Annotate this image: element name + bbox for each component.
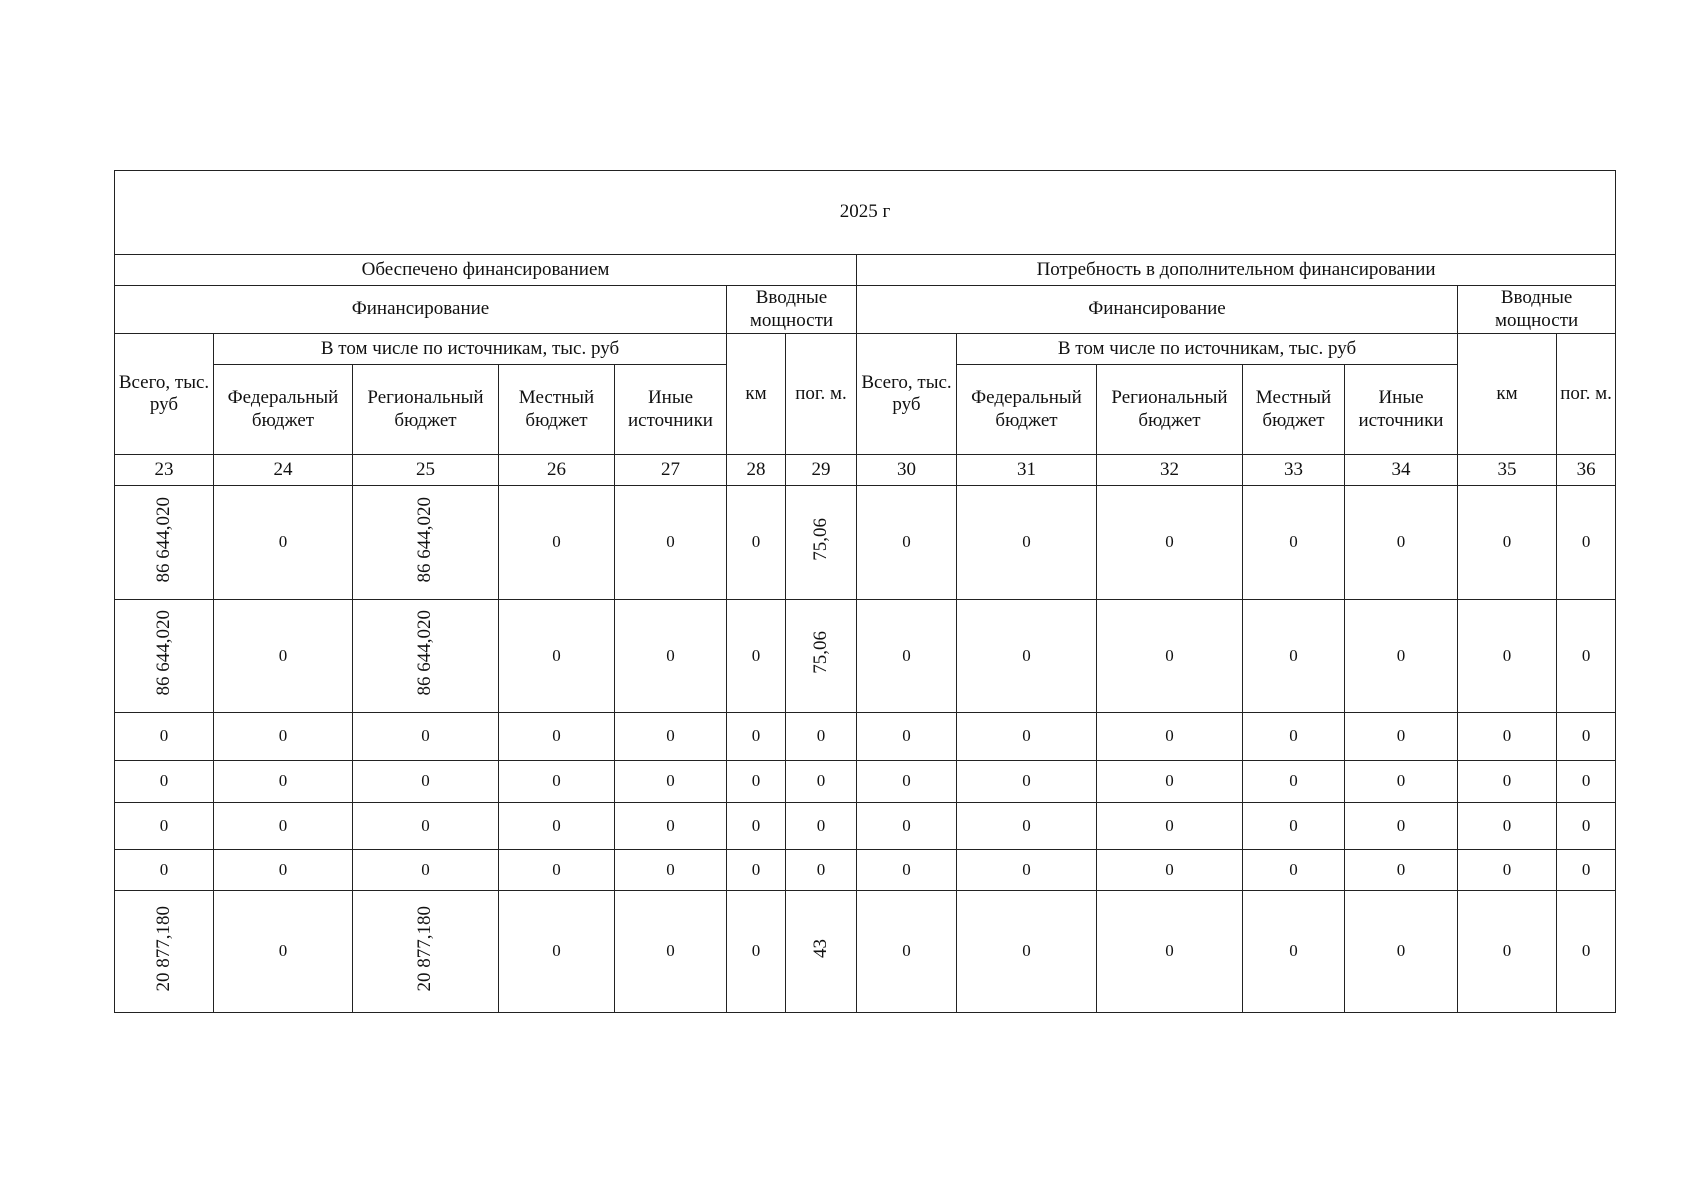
cell-value: 86 644,020 bbox=[152, 496, 174, 583]
cell-value: 0 bbox=[1165, 726, 1174, 746]
cell-value: 0 bbox=[552, 645, 561, 665]
financing-table bbox=[114, 170, 1616, 1013]
column-number: 28 bbox=[727, 455, 786, 486]
cell-value: 0 bbox=[1165, 645, 1174, 665]
cell-value: 0 bbox=[1396, 532, 1406, 552]
cell-value: 0 bbox=[1396, 645, 1406, 665]
table-cell bbox=[1097, 486, 1243, 600]
cell-value: 0 bbox=[552, 815, 561, 835]
cell-value: 0 bbox=[666, 859, 675, 879]
year-row bbox=[115, 171, 1616, 255]
cell-value: 0 bbox=[1289, 532, 1298, 552]
cell-value: 0 bbox=[1502, 859, 1512, 879]
cell-value: 0 bbox=[902, 726, 911, 746]
table-cell bbox=[1097, 761, 1243, 803]
table-cell bbox=[786, 761, 857, 803]
column-number: 24 bbox=[214, 455, 353, 486]
table-row bbox=[115, 803, 1616, 850]
column-number: 30 bbox=[857, 455, 957, 486]
column-number: 34 bbox=[1345, 455, 1458, 486]
secured-capacity-header: Вводные мощности bbox=[727, 286, 857, 334]
table-row bbox=[115, 713, 1616, 761]
table-cell bbox=[353, 891, 499, 1013]
cell-value: 0 bbox=[1396, 859, 1406, 879]
table-cell bbox=[115, 803, 214, 850]
table-cell bbox=[214, 600, 353, 713]
table-cell bbox=[857, 803, 957, 850]
cell-value: 0 bbox=[278, 815, 288, 835]
table-row bbox=[115, 761, 1616, 803]
table-cell bbox=[1345, 850, 1458, 891]
table-row bbox=[115, 600, 1616, 713]
needs-km-header: км bbox=[1458, 334, 1557, 455]
secured-pogm-header: пог. м. bbox=[786, 334, 857, 455]
cell-value: 0 bbox=[902, 815, 911, 835]
cell-value: 0 bbox=[1581, 941, 1591, 961]
section-secured: Обеспечено финансированием bbox=[115, 255, 857, 286]
cell-value: 0 bbox=[1502, 815, 1512, 835]
table-cell bbox=[1458, 713, 1557, 761]
table-row bbox=[115, 486, 1616, 600]
table-cell bbox=[214, 713, 353, 761]
section-needs: Потребность в дополнительном финансировании bbox=[857, 255, 1616, 286]
cell-value: 0 bbox=[1502, 726, 1512, 746]
table-cell bbox=[499, 600, 615, 713]
table-cell bbox=[1097, 713, 1243, 761]
cell-value: 0 bbox=[1502, 771, 1512, 791]
table-cell bbox=[1243, 891, 1345, 1013]
table-cell bbox=[1557, 486, 1616, 600]
column-number: 23 bbox=[115, 455, 214, 486]
table-cell bbox=[115, 850, 214, 891]
table-cell bbox=[499, 486, 615, 600]
cell-value: 0 bbox=[552, 532, 561, 552]
table-cell bbox=[1243, 803, 1345, 850]
cell-value: 0 bbox=[278, 532, 288, 552]
cell-value: 20 877,180 bbox=[414, 905, 436, 992]
column-number-row bbox=[115, 455, 1616, 486]
cell-value: 0 bbox=[666, 726, 675, 746]
secured-regional-header: Региональный бюджет bbox=[353, 365, 499, 455]
column-number: 29 bbox=[786, 455, 857, 486]
table-cell bbox=[353, 713, 499, 761]
table-cell bbox=[1243, 713, 1345, 761]
needs-sources-header: В том числе по источникам, тыс. руб bbox=[957, 334, 1458, 365]
table-cell bbox=[499, 713, 615, 761]
table-cell bbox=[1458, 891, 1557, 1013]
cell-value: 0 bbox=[1165, 815, 1174, 835]
table-cell bbox=[499, 761, 615, 803]
table-cell bbox=[727, 486, 786, 600]
cell-value: 0 bbox=[1396, 771, 1406, 791]
cell-value: 0 bbox=[902, 645, 911, 665]
table-cell bbox=[1345, 713, 1458, 761]
cell-value: 0 bbox=[278, 941, 288, 961]
column-number: 31 bbox=[957, 455, 1097, 486]
needs-total-header: Всего, тыс. руб bbox=[857, 334, 957, 455]
cell-value: 0 bbox=[1022, 859, 1031, 879]
table-cell bbox=[353, 486, 499, 600]
cell-value: 0 bbox=[421, 771, 430, 791]
secured-federal-header: Федеральный бюджет bbox=[214, 365, 353, 455]
table-cell bbox=[214, 850, 353, 891]
cell-value: 0 bbox=[816, 859, 826, 879]
table-cell bbox=[786, 713, 857, 761]
needs-capacity-header: Вводные мощности bbox=[1458, 286, 1616, 334]
cell-value: 0 bbox=[159, 771, 169, 791]
cell-value: 0 bbox=[1502, 941, 1512, 961]
table-cell bbox=[786, 891, 857, 1013]
cell-value: 0 bbox=[751, 726, 761, 746]
sources-row bbox=[115, 334, 1616, 365]
cell-value: 0 bbox=[666, 771, 675, 791]
table-cell bbox=[786, 803, 857, 850]
cell-value: 0 bbox=[1289, 859, 1298, 879]
table-row bbox=[115, 850, 1616, 891]
table-cell bbox=[786, 486, 857, 600]
table-cell bbox=[957, 486, 1097, 600]
cell-value: 0 bbox=[1396, 815, 1406, 835]
cell-value: 0 bbox=[552, 941, 561, 961]
cell-value: 0 bbox=[1165, 532, 1174, 552]
table-cell bbox=[727, 850, 786, 891]
secured-other-header: Иные источники bbox=[615, 365, 727, 455]
cell-value: 0 bbox=[1022, 645, 1031, 665]
column-number: 35 bbox=[1458, 455, 1557, 486]
table-cell bbox=[615, 891, 727, 1013]
table-cell bbox=[115, 761, 214, 803]
secured-local-header: Местный бюджет bbox=[499, 365, 615, 455]
needs-other-header: Иные источники bbox=[1345, 365, 1458, 455]
column-number: 26 bbox=[499, 455, 615, 486]
cell-value: 0 bbox=[902, 771, 911, 791]
table-cell bbox=[1557, 891, 1616, 1013]
table-cell bbox=[1097, 850, 1243, 891]
table-cell bbox=[727, 761, 786, 803]
cell-value: 0 bbox=[1289, 771, 1298, 791]
table-cell bbox=[615, 803, 727, 850]
table-cell bbox=[615, 486, 727, 600]
cell-value: 0 bbox=[1396, 941, 1406, 961]
table-cell bbox=[857, 600, 957, 713]
cell-value: 86 644,020 bbox=[152, 610, 174, 696]
table-cell bbox=[957, 600, 1097, 713]
table-cell bbox=[1345, 761, 1458, 803]
cell-value: 0 bbox=[1581, 532, 1591, 552]
table-cell bbox=[499, 850, 615, 891]
table-cell bbox=[615, 600, 727, 713]
needs-local-header: Местный бюджет bbox=[1243, 365, 1345, 455]
cell-value: 0 bbox=[751, 645, 761, 665]
table-cell bbox=[353, 761, 499, 803]
cell-value: 0 bbox=[1581, 771, 1591, 791]
cell-value: 0 bbox=[1289, 645, 1298, 665]
cell-value: 0 bbox=[666, 532, 675, 552]
cell-value: 43 bbox=[809, 938, 831, 958]
cell-value: 0 bbox=[1502, 532, 1512, 552]
cell-value: 0 bbox=[278, 726, 288, 746]
table-cell bbox=[214, 803, 353, 850]
table-cell bbox=[857, 761, 957, 803]
section-row bbox=[115, 255, 1616, 286]
secured-financing-header: Финансирование bbox=[115, 286, 727, 334]
table-cell bbox=[1458, 761, 1557, 803]
cell-value: 86 644,020 bbox=[414, 610, 436, 696]
cell-value: 0 bbox=[751, 941, 761, 961]
cell-value: 0 bbox=[1022, 941, 1031, 961]
secured-total-header: Всего, тыс. руб bbox=[115, 334, 214, 455]
table-cell bbox=[1097, 891, 1243, 1013]
table-cell bbox=[615, 850, 727, 891]
cell-value: 0 bbox=[421, 726, 430, 746]
cell-value: 0 bbox=[421, 815, 430, 835]
table-cell bbox=[786, 850, 857, 891]
table-cell bbox=[1345, 486, 1458, 600]
cell-value: 0 bbox=[816, 771, 826, 791]
needs-pogm-header: пог. м. bbox=[1557, 334, 1616, 455]
table-cell bbox=[1243, 600, 1345, 713]
year-title: 2025 г bbox=[115, 171, 1616, 255]
cell-value: 0 bbox=[552, 771, 561, 791]
table-cell bbox=[957, 850, 1097, 891]
table-cell bbox=[1557, 761, 1616, 803]
column-number: 33 bbox=[1243, 455, 1345, 486]
cell-value: 0 bbox=[1165, 941, 1174, 961]
cell-value: 0 bbox=[1581, 645, 1591, 665]
table-cell bbox=[115, 713, 214, 761]
table-cell bbox=[786, 600, 857, 713]
table-cell bbox=[1345, 803, 1458, 850]
table-cell bbox=[1243, 850, 1345, 891]
cell-value: 0 bbox=[1022, 771, 1031, 791]
table-cell bbox=[214, 761, 353, 803]
table-cell bbox=[1458, 850, 1557, 891]
table-cell bbox=[1097, 600, 1243, 713]
table-cell bbox=[857, 850, 957, 891]
table-cell bbox=[727, 803, 786, 850]
cell-value: 0 bbox=[1502, 645, 1512, 665]
table-cell bbox=[499, 891, 615, 1013]
needs-regional-header: Региональный бюджет bbox=[1097, 365, 1243, 455]
table-cell bbox=[1557, 803, 1616, 850]
cell-value: 0 bbox=[159, 815, 169, 835]
cell-value: 0 bbox=[816, 815, 826, 835]
cell-value: 0 bbox=[1396, 726, 1406, 746]
needs-financing-header: Финансирование bbox=[857, 286, 1458, 334]
cell-value: 0 bbox=[1289, 815, 1298, 835]
column-number: 36 bbox=[1557, 455, 1616, 486]
table-cell bbox=[957, 761, 1097, 803]
table-cell bbox=[1345, 891, 1458, 1013]
cell-value: 0 bbox=[1289, 941, 1298, 961]
cell-value: 0 bbox=[159, 859, 169, 879]
table-row bbox=[115, 891, 1616, 1013]
secured-km-header: км bbox=[727, 334, 786, 455]
cell-value: 0 bbox=[751, 532, 761, 552]
table-cell bbox=[857, 713, 957, 761]
table-cell bbox=[1458, 486, 1557, 600]
cell-value: 20 877,180 bbox=[152, 905, 174, 992]
cell-value: 0 bbox=[1165, 771, 1174, 791]
table-cell bbox=[115, 486, 214, 600]
table-cell bbox=[214, 486, 353, 600]
table-cell bbox=[1458, 600, 1557, 713]
table-cell bbox=[1557, 713, 1616, 761]
table-cell bbox=[615, 713, 727, 761]
table-cell bbox=[857, 486, 957, 600]
table-cell bbox=[727, 891, 786, 1013]
table-cell bbox=[353, 850, 499, 891]
table-cell bbox=[857, 891, 957, 1013]
table-cell bbox=[1345, 600, 1458, 713]
table-cell bbox=[115, 600, 214, 713]
cell-value: 0 bbox=[1022, 532, 1031, 552]
cell-value: 0 bbox=[751, 771, 761, 791]
cell-value: 0 bbox=[278, 859, 288, 879]
table-cell bbox=[499, 803, 615, 850]
cell-value: 0 bbox=[1165, 859, 1174, 879]
table-cell bbox=[957, 891, 1097, 1013]
cell-value: 0 bbox=[1289, 726, 1298, 746]
column-number: 25 bbox=[353, 455, 499, 486]
column-number: 32 bbox=[1097, 455, 1243, 486]
table-cell bbox=[727, 600, 786, 713]
table-cell bbox=[1097, 803, 1243, 850]
table-cell bbox=[957, 803, 1097, 850]
table-cell bbox=[214, 891, 353, 1013]
data-rows bbox=[115, 486, 1616, 1013]
needs-federal-header: Федеральный бюджет bbox=[957, 365, 1097, 455]
cell-value: 0 bbox=[1022, 726, 1031, 746]
cell-value: 86 644,020 bbox=[414, 496, 436, 583]
cell-value: 0 bbox=[159, 726, 169, 746]
cell-value: 0 bbox=[1581, 726, 1591, 746]
cell-value: 0 bbox=[552, 726, 561, 746]
cell-value: 0 bbox=[902, 532, 911, 552]
cell-value: 0 bbox=[1581, 815, 1591, 835]
cell-value: 75,06 bbox=[809, 517, 831, 561]
cell-value: 0 bbox=[666, 941, 675, 961]
table-cell bbox=[1557, 850, 1616, 891]
group-row bbox=[115, 286, 1616, 334]
table-cell bbox=[115, 891, 214, 1013]
table-cell bbox=[957, 713, 1097, 761]
cell-value: 0 bbox=[421, 859, 430, 879]
cell-value: 75,06 bbox=[809, 631, 831, 675]
cell-value: 0 bbox=[666, 645, 675, 665]
table-cell bbox=[1458, 803, 1557, 850]
table-cell bbox=[1557, 600, 1616, 713]
cell-value: 0 bbox=[1581, 859, 1591, 879]
cell-value: 0 bbox=[552, 859, 561, 879]
cell-value: 0 bbox=[278, 771, 288, 791]
cell-value: 0 bbox=[816, 726, 826, 746]
table-cell bbox=[353, 600, 499, 713]
cell-value: 0 bbox=[751, 815, 761, 835]
cell-value: 0 bbox=[278, 645, 288, 665]
cell-value: 0 bbox=[1022, 815, 1031, 835]
table-cell bbox=[615, 761, 727, 803]
cell-value: 0 bbox=[902, 941, 911, 961]
column-number: 27 bbox=[615, 455, 727, 486]
secured-sources-header: В том числе по источникам, тыс. руб bbox=[214, 334, 727, 365]
cell-value: 0 bbox=[751, 859, 761, 879]
cell-value: 0 bbox=[666, 815, 675, 835]
cell-value: 0 bbox=[902, 859, 911, 879]
table-cell bbox=[353, 803, 499, 850]
table-cell bbox=[1243, 761, 1345, 803]
table-cell bbox=[1243, 486, 1345, 600]
table-cell bbox=[727, 713, 786, 761]
